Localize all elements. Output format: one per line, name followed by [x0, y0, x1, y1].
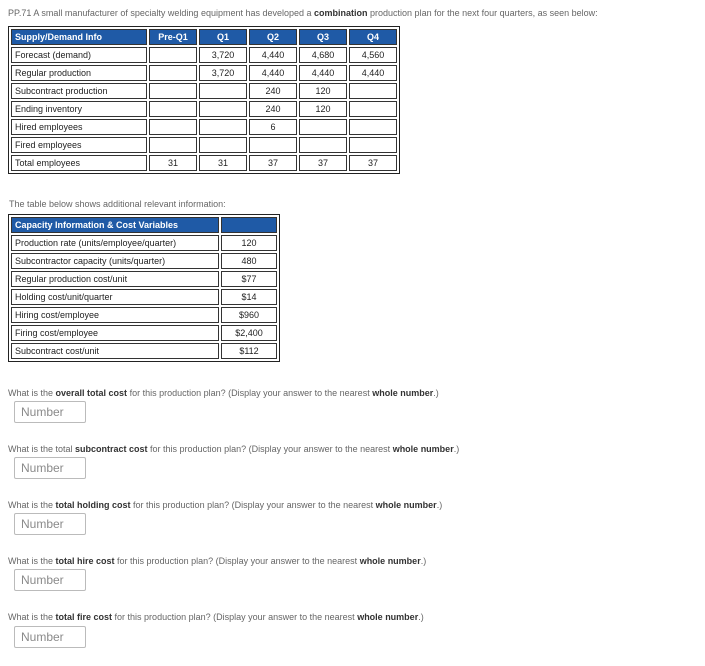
table-row	[11, 343, 277, 359]
q-text: .)	[436, 500, 443, 510]
cell: $14	[221, 289, 277, 305]
intro-prefix: PP.71 A small manufacturer of specialty welding equipment has developed a	[8, 8, 315, 18]
row-label: Subcontract cost/unit	[11, 343, 219, 359]
cell	[149, 83, 197, 99]
table-row	[11, 47, 397, 63]
supply-header-row	[11, 29, 397, 45]
capacity-header-row	[11, 217, 277, 233]
table-row	[11, 137, 397, 153]
row-label: Ending inventory	[11, 101, 147, 117]
cell: 3,720	[199, 65, 247, 81]
cell: 37	[299, 155, 347, 171]
cell	[349, 83, 397, 99]
cell: $2,400	[221, 325, 277, 341]
table-row	[11, 101, 397, 117]
table-note: The table below shows additional relevant information:	[9, 199, 226, 209]
cell: 480	[221, 253, 277, 269]
intro-suffix: production plan for the next four quarters, as seen below:	[367, 8, 598, 18]
q-bold: whole number	[372, 388, 434, 398]
table-row	[11, 271, 277, 287]
cell: 37	[249, 155, 297, 171]
question-subcontract-cost	[8, 444, 459, 454]
supply-header-q1: Q1	[199, 29, 247, 45]
cell	[149, 65, 197, 81]
cell: 240	[249, 101, 297, 117]
cell: 120	[221, 235, 277, 251]
supply-demand-table	[8, 26, 400, 174]
cell	[349, 137, 397, 153]
table-row	[11, 83, 397, 99]
question-holding-cost	[8, 500, 442, 510]
row-label: Subcontract production	[11, 83, 147, 99]
cell: $960	[221, 307, 277, 323]
table-row	[11, 289, 277, 305]
cell: 31	[199, 155, 247, 171]
q-text: What is the total	[8, 444, 76, 454]
row-label: Regular production cost/unit	[11, 271, 219, 287]
cell: 240	[249, 83, 297, 99]
supply-header-q4: Q4	[349, 29, 397, 45]
cell	[249, 137, 297, 153]
cell: 4,440	[349, 65, 397, 81]
cell	[199, 137, 247, 153]
cell	[199, 83, 247, 99]
supply-header-q3: Q3	[299, 29, 347, 45]
intro-bold: combination	[314, 8, 368, 18]
question-total-cost	[8, 388, 439, 398]
question-fire-cost	[8, 612, 424, 622]
cell: 120	[299, 101, 347, 117]
cell: 4,680	[299, 47, 347, 63]
row-label: Hiring cost/employee	[11, 307, 219, 323]
q-text: .)	[453, 444, 460, 454]
cell	[349, 101, 397, 117]
cell	[199, 119, 247, 135]
table-row	[11, 155, 397, 171]
cell: 37	[349, 155, 397, 171]
row-label: Hired employees	[11, 119, 147, 135]
q-bold: whole number	[357, 612, 419, 622]
row-label: Fired employees	[11, 137, 147, 153]
capacity-header-label: Capacity Information & Cost Variables	[11, 217, 219, 233]
capacity-header-blank	[221, 217, 277, 233]
supply-header-preq1: Pre-Q1	[149, 29, 197, 45]
supply-header-label: Supply/Demand Info	[11, 29, 147, 45]
cell	[149, 47, 197, 63]
answer-total-cost-input[interactable]	[14, 401, 86, 423]
q-text: for this production plan? (Display your answer to the nearest	[114, 556, 360, 566]
cell	[299, 137, 347, 153]
table-row	[11, 325, 277, 341]
cell: 31	[149, 155, 197, 171]
table-row	[11, 119, 397, 135]
q-bold: whole number	[359, 556, 421, 566]
table-row	[11, 235, 277, 251]
row-label: Production rate (units/employee/quarter)	[11, 235, 219, 251]
cell: $112	[221, 343, 277, 359]
row-label: Holding cost/unit/quarter	[11, 289, 219, 305]
q-bold: total hire cost	[55, 556, 115, 566]
cell: 120	[299, 83, 347, 99]
q-text: What is the	[8, 612, 56, 622]
q-text: What is the	[8, 388, 56, 398]
row-label: Total employees	[11, 155, 147, 171]
cell	[149, 137, 197, 153]
answer-hire-cost-input[interactable]	[14, 569, 86, 591]
row-label: Regular production	[11, 65, 147, 81]
cell	[349, 119, 397, 135]
q-text: .)	[418, 612, 424, 622]
cell	[149, 101, 197, 117]
q-bold: whole number	[375, 500, 437, 510]
table-row	[11, 65, 397, 81]
q-text: for this production plan? (Display your answer to the nearest	[127, 388, 373, 398]
row-label: Forecast (demand)	[11, 47, 147, 63]
q-bold: total fire cost	[55, 612, 113, 622]
cell: 6	[249, 119, 297, 135]
q-text: for this production plan? (Display your answer to the nearest	[112, 612, 358, 622]
q-text: .)	[420, 556, 427, 566]
row-label: Subcontractor capacity (units/quarter)	[11, 253, 219, 269]
q-text: What is the	[8, 500, 56, 510]
cell: 4,560	[349, 47, 397, 63]
q-bold: subcontract cost	[75, 444, 148, 454]
answer-subcontract-cost-input[interactable]	[14, 457, 86, 479]
table-row	[11, 253, 277, 269]
answer-holding-cost-input[interactable]	[14, 513, 86, 535]
capacity-cost-table	[8, 214, 280, 362]
q-text: for this production plan? (Display your answer to the nearest	[147, 444, 393, 454]
supply-header-q2: Q2	[249, 29, 297, 45]
cell: 4,440	[249, 47, 297, 63]
problem-intro	[8, 8, 598, 18]
table-row	[11, 307, 277, 323]
q-bold: whole number	[392, 444, 454, 454]
cell: 4,440	[299, 65, 347, 81]
cell: 4,440	[249, 65, 297, 81]
row-label: Firing cost/employee	[11, 325, 219, 341]
question-hire-cost	[8, 556, 426, 566]
q-bold: overall total cost	[55, 388, 128, 398]
answer-fire-cost-input[interactable]	[14, 626, 86, 648]
q-text: What is the	[8, 556, 56, 566]
q-text: .)	[433, 388, 439, 398]
cell	[199, 101, 247, 117]
q-text: for this production plan? (Display your answer to the nearest	[130, 500, 376, 510]
cell	[149, 119, 197, 135]
cell	[299, 119, 347, 135]
cell: $77	[221, 271, 277, 287]
q-bold: total holding cost	[55, 500, 131, 510]
cell: 3,720	[199, 47, 247, 63]
